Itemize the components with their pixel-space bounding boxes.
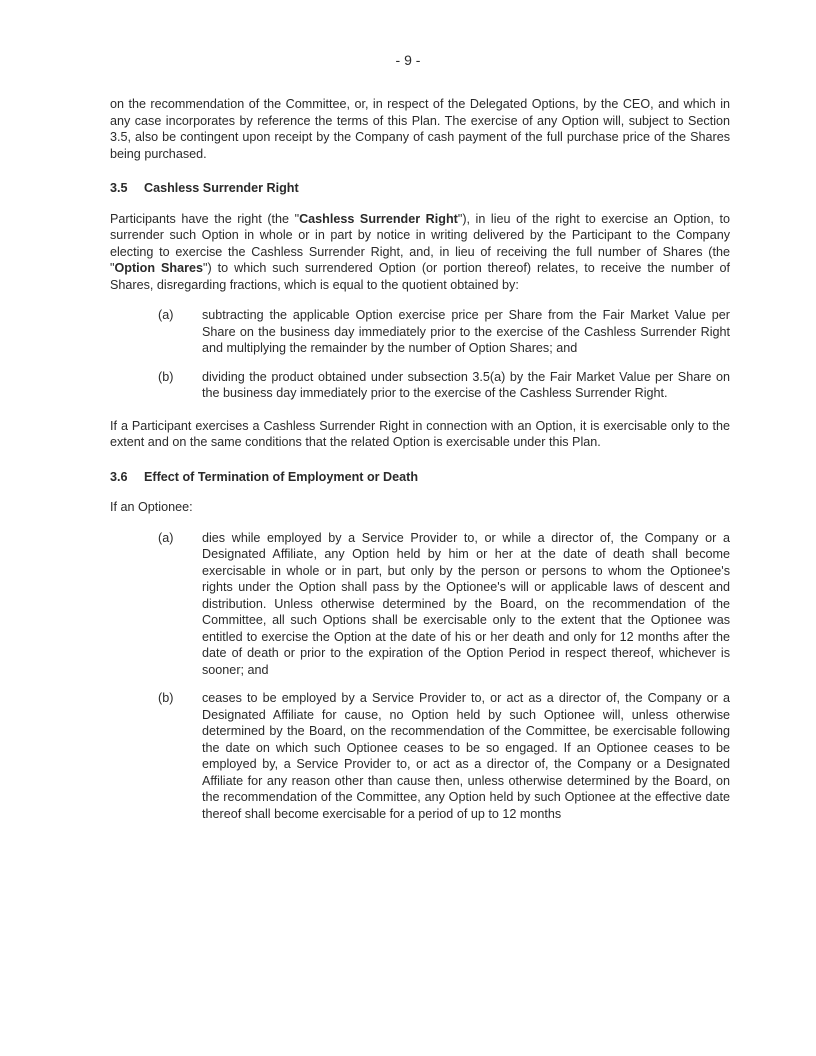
item-label: (a) <box>158 530 174 545</box>
list-item <box>158 369 730 402</box>
section-title: Effect of Termination of Employment or Death <box>144 469 419 484</box>
section-3-6-heading <box>110 469 730 486</box>
list-item <box>158 530 730 679</box>
section-3-5-heading <box>110 180 730 197</box>
item-label: (b) <box>158 691 174 705</box>
item-label: (b) <box>158 369 174 384</box>
intro-paragraph: on the recommendation of the Committee, or, in respect of the Delegated Options, by the CEO, and which in any case incorporates by reference the terms of this Plan. The exercise of any Option will, subject to Section 3.5, also be contingent upon receipt by the Company of cash payment of the full purchase price of the Shares being purchased. <box>110 97 730 161</box>
section-3-5-paragraph <box>110 211 730 294</box>
item-text: dividing the product obtained under subsection 3.5(a) by the Fair Market Value per Share on the business day immediately prior to the exercise of the Cashless Surrender Right. <box>202 369 730 400</box>
page-content <box>110 96 730 822</box>
defined-term: Cashless Surrender Right <box>299 211 458 226</box>
item-text: dies while employed by a Service Provider to, or while a director of, the Company or a Designated Affiliate, any Option held by him or her at the date of death shall become exercisable in whole or in part, but only by the person or persons to whom the Optionee's rights under the Option shall pass by the Optionee's will or applicable laws of descent and distribution. Unless otherwise determined by the Board, on the recommendation of the Committee, all such Options shall be exercisable only to the extent that the Optionee was entitled to exercise the Option at the date of his or her death and only for 12 months after the date of death or prior to the expiration of the Option Period in respect thereof, whichever is sooner; and <box>202 530 730 677</box>
list-item <box>158 307 730 357</box>
text-segment: ") to which such surrendered Option (or portion thereof) relates, to receive the number of Shares, disregarding fractions, which is equal to the quotient obtained by: <box>110 261 730 292</box>
list-item <box>158 690 730 822</box>
section-3-5-closing: If a Participant exercises a Cashless Surrender Right in connection with an Option, it is exercisable only to the extent and on the same conditions that the related Option is exercisable under this Plan. <box>110 418 730 449</box>
item-text: ceases to be employed by a Service Provider to, or act as a director of, the Company or a Designated Affiliate for cause, no Option held by such Optionee will, unless otherwise determined by the Board, on the recommendation of the Committee, be exercisable following the date on which such Optionee ceases to be so engaged. If an Optionee ceases to be employed by, a Service Provider to, or act as a director of, the Company or a Designated Affiliate for any reason other than cause then, unless otherwise determined by the Board, on the recommendation of the Committee, any Option held by such Optionee at the effective date thereof shall become exercisable for a period of up to 12 months <box>202 691 730 821</box>
text-segment: Participants have the right (the " <box>110 211 300 226</box>
section-number: 3.5 <box>110 181 128 195</box>
section-title: Cashless Surrender Right <box>144 181 299 195</box>
section-number: 3.6 <box>110 469 128 484</box>
item-label: (a) <box>158 308 174 322</box>
text-segment: "), in lieu of the right to exercise an Option, to surrender such Option in whole or in part by notice in writing delivered by the Participant to the Company electing to exercise the Cashless Surrender Right, and, in lieu of receiving the full number of Shares (the " <box>110 211 730 275</box>
page-number: - 9 - <box>395 52 421 68</box>
defined-term: Option Shares <box>114 261 204 275</box>
item-text: subtracting the applicable Option exercise price per Share from the Fair Market Value per Share on the business day immediately prior to the exercise of the Cashless Surrender Right and multiplying the remainder by the number of Option Shares; and <box>202 308 730 355</box>
section-3-6-lead: If an Optionee: <box>110 500 193 514</box>
